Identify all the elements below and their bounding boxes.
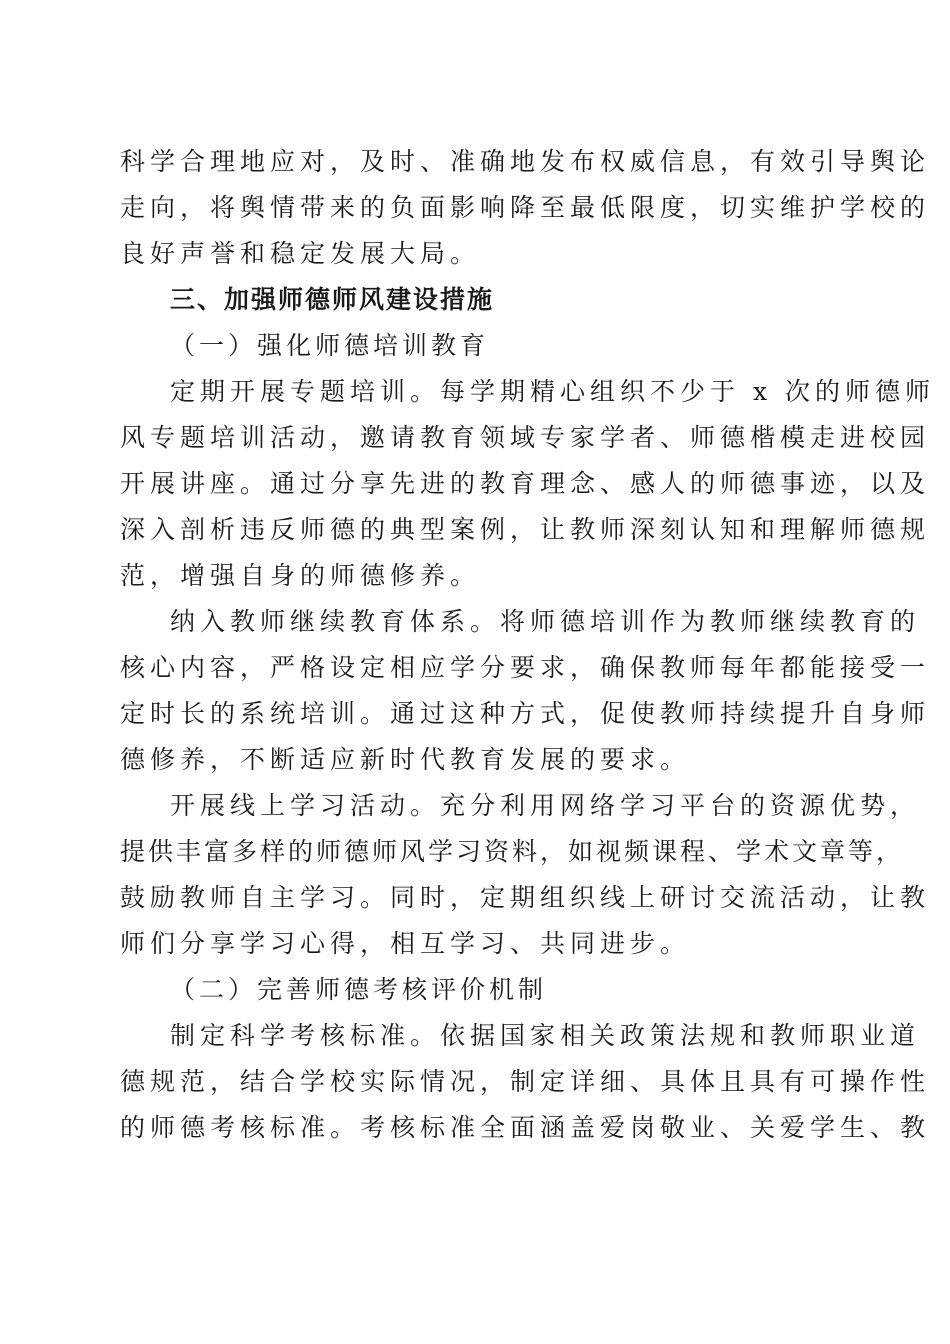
subsection-heading: （一）强化师德培训教育 [170,331,490,360]
subsection-heading: （二）完善师德考核评价机制 [170,975,548,1004]
paragraph-line: 开展讲座。通过分享先进的教育理念、感人的师德事迹，以及 [120,469,931,498]
paragraph-first-line: 开展线上学习活动。充分利用网络学习平台的资源优势， [170,791,921,820]
paragraph-line: 的师德考核标准。考核标准全面涵盖爱岗敬业、关爱学生、教 [120,1113,931,1142]
paragraph-line: 定时长的系统培训。通过这种方式，促使教师持续提升自身师 [120,699,931,728]
paragraph-first-line: 定期开展专题培训。每学期精心组织不少于 x 次的师德师 [170,377,935,406]
paragraph-line: 师们分享学习心得，相互学习、共同进步。 [120,929,691,958]
paragraph-line: 鼓励教师自主学习。同时，定期组织线上研讨交流活动，让教 [120,883,931,912]
section-heading: 三、加强师德师风建设措施 [170,285,495,314]
paragraph-first-line: 制定科学考核标准。依据国家相关政策法规和教师职业道 [170,1021,921,1050]
paragraph-line: 范，增强自身的师德修养。 [120,561,481,590]
paragraph-line: 科学合理地应对，及时、准确地发布权威信息，有效引导舆论 [120,147,931,176]
paragraph-line: 提供丰富多样的师德师风学习资料，如视频课程、学术文章等， [120,837,905,866]
paragraph-line: 德规范，结合学校实际情况，制定详细、具体且具有可操作性 [120,1067,931,1096]
paragraph-first-line: 纳入教师继续教育体系。将师德培训作为教师继续教育的 [170,607,921,636]
paragraph-line: 风专题培训活动，邀请教育领域专家学者、师德楷模走进校园 [120,423,931,452]
paragraph-line: 走向，将舆情带来的负面影响降至最低限度，切实维护学校的 [120,193,931,222]
paragraph-line: 德修养，不断适应新时代教育发展的要求。 [120,745,691,774]
paragraph-line: 深入剖析违反师德的典型案例，让教师深刻认知和理解师德规 [120,515,931,544]
paragraph-line: 良好声誉和稳定发展大局。 [120,239,481,268]
paragraph-line: 核心内容，严格设定相应学分要求，确保教师每年都能接受一 [120,653,931,682]
